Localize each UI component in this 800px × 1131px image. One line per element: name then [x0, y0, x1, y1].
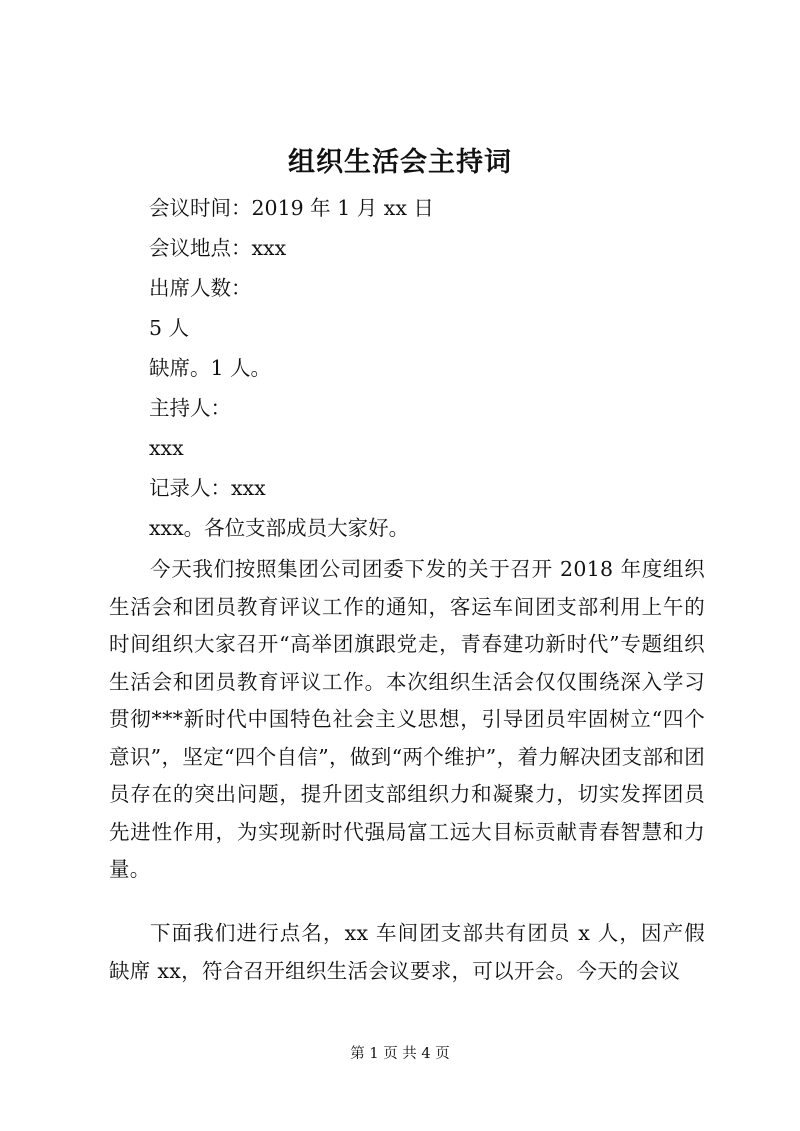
recorder-line: 记录人：xxx [149, 476, 266, 500]
host-label-line: 主持人： [149, 396, 231, 420]
host-name-line: xxx [149, 436, 184, 460]
body-paragraph: 今天我们按照集团公司团委下发的关于召开 2018 年度组织生活会和团员教育评议工作的通知，客运车间团支部利用上午的时间组织大家召开“高举团旗跟党走，青春建功新时代”专题组织生活会和团员教育评议工作。本次组织生活会仅仅围绕深入学习贯彻***新时代中国特色社会主义思想，引导团员牢固树立“四个意识”，坚定“四个自信”，做到“两个维护”，着力解决团支部和团员存在的突出问题，提升团支部组织力和凝聚力，切实发挥团员先进性作用，为实现新时代强局富工远大目标贡献青春智慧和力量。 [109, 557, 705, 881]
meeting-time-line: 会议时间：2019 年 1 月 xx 日 [149, 196, 434, 220]
meeting-location-line: 会议地点：xxx [149, 236, 287, 260]
attendance-count-line: 5 人 [149, 316, 190, 340]
absence-line: 缺席。1 人。 [149, 356, 272, 380]
document-title: 组织生活会主持词 [288, 147, 512, 178]
body-paragraph: 下面我们进行点名，xx 车间团支部共有团员 x 人，因产假缺席 xx，符合召开组织生活会议要求，可以开会。今天的会议 [109, 921, 705, 983]
attendance-label-line: 出席人数： [149, 276, 252, 300]
page-footer: 第 1 页 共 4 页 [350, 1046, 450, 1062]
greeting-line: xxx。各位支部成员大家好。 [149, 516, 410, 540]
